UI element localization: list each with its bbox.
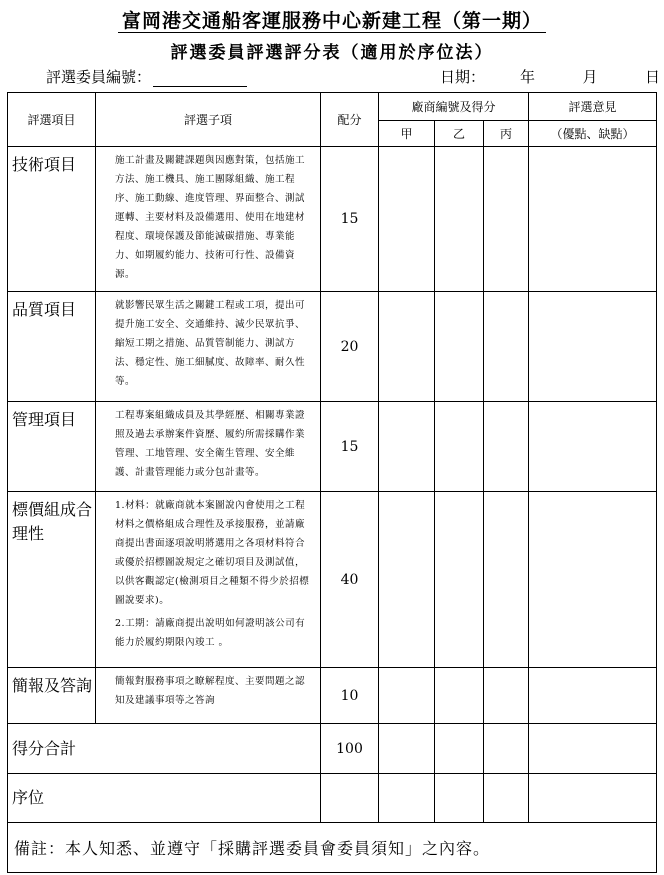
opinion-cell[interactable] xyxy=(529,402,657,492)
evaluator-blank[interactable] xyxy=(153,72,247,87)
category-quality: 品質項目 xyxy=(8,292,96,402)
score-cell[interactable] xyxy=(379,724,435,774)
note-row xyxy=(8,823,657,873)
score-cell[interactable] xyxy=(484,492,529,668)
subitem-text: 1.材料：就廠商就本案圖說內會使用之工程材料之價格組成合理性及承接服務，並請廠商提出書面逐項說明將選用之各項材料符合或優於招標圖說規定之確切項目及測試值，以供客觀認定(檢測項目之種類不得少於招標圖說要求)。 xyxy=(115,500,310,606)
subitem-technical xyxy=(96,147,321,292)
score-cell[interactable] xyxy=(379,402,435,492)
rank-cell[interactable] xyxy=(435,774,484,823)
score-cell[interactable] xyxy=(379,292,435,402)
score-cell[interactable] xyxy=(484,668,529,724)
header-vendor-group: 廠商編號及得分 xyxy=(379,93,529,121)
subitem-quality xyxy=(96,292,321,402)
score-cell[interactable] xyxy=(435,724,484,774)
date-day: 日 xyxy=(644,68,660,86)
weight-quality: 20 xyxy=(321,292,379,402)
rank-cell[interactable] xyxy=(484,774,529,823)
subitem-text: 2.工期：請廠商提出說明如何證明該公司有能力於履約期限內竣工 。 xyxy=(115,618,306,648)
weight-pricing: 40 xyxy=(321,492,379,668)
weight-technical: 15 xyxy=(321,147,379,292)
score-cell[interactable] xyxy=(379,147,435,292)
score-cell[interactable] xyxy=(435,668,484,724)
weight-briefing: 10 xyxy=(321,668,379,724)
score-cell[interactable] xyxy=(435,402,484,492)
total-label: 得分合計 xyxy=(8,724,321,774)
form-subtitle: 評選委員評選評分表（適用於序位法） xyxy=(170,43,494,63)
header-opinion-sub: （優點、缺點） xyxy=(529,121,657,147)
score-cell[interactable] xyxy=(435,492,484,668)
rank-weight-cell xyxy=(321,774,379,823)
category-management: 管理項目 xyxy=(8,402,96,492)
date-label: 日期： xyxy=(440,68,486,86)
category-briefing: 簡報及答詢 xyxy=(8,668,96,724)
subitem-text: 就影響民眾生活之關鍵工程或工項，提出可提升施工安全、交通維持、減少民眾抗爭、縮短工期之措施、品質管制能力、測試方法、穩定性、施工細膩度、故障率、耐久性等。 xyxy=(115,300,306,387)
opinion-cell[interactable] xyxy=(529,668,657,724)
score-cell[interactable] xyxy=(484,292,529,402)
score-cell[interactable] xyxy=(484,402,529,492)
header-vendor-b: 乙 xyxy=(435,121,484,147)
form-title xyxy=(0,6,664,33)
header-subitem: 評選子項 xyxy=(96,93,321,147)
subitem-management xyxy=(96,402,321,492)
footnote: 備註：本人知悉、並遵守「採購評選委員會委員須知」之內容。 xyxy=(8,823,657,873)
header-vendor-a: 甲 xyxy=(379,121,435,147)
weight-management: 15 xyxy=(321,402,379,492)
score-cell[interactable] xyxy=(484,147,529,292)
score-cell[interactable] xyxy=(435,292,484,402)
subitem-briefing xyxy=(96,668,321,724)
total-row xyxy=(8,724,657,774)
rank-label: 序位 xyxy=(8,774,321,823)
table-row xyxy=(8,492,657,668)
opinion-cell[interactable] xyxy=(529,774,657,823)
rank-cell[interactable] xyxy=(379,774,435,823)
opinion-cell[interactable] xyxy=(529,292,657,402)
date-fields xyxy=(520,66,660,87)
table-row xyxy=(8,402,657,492)
evaluator-field xyxy=(46,66,247,87)
header-opinion: 評選意見 xyxy=(529,93,657,121)
opinion-cell[interactable] xyxy=(529,724,657,774)
header-weight: 配分 xyxy=(321,93,379,147)
opinion-cell[interactable] xyxy=(529,147,657,292)
subitem-text: 簡報對服務事項之瞭解程度、主要問題之認知及建議事項等之答詢 xyxy=(115,676,306,706)
rank-row xyxy=(8,774,657,823)
date-year: 年 xyxy=(520,68,536,86)
scoring-table xyxy=(7,92,657,873)
form-title-text: 富岡港交通船客運服務中心新建工程（第一期） xyxy=(118,10,546,33)
category-technical: 技術項目 xyxy=(8,147,96,292)
evaluator-label: 評選委員編號： xyxy=(46,68,152,86)
date-month: 月 xyxy=(582,68,598,86)
category-pricing: 標價組成合理性 xyxy=(8,492,96,668)
header-item: 評選項目 xyxy=(8,93,96,147)
total-score: 100 xyxy=(321,724,379,774)
subitem-pricing xyxy=(96,492,321,668)
score-cell[interactable] xyxy=(435,147,484,292)
header-vendor-c: 丙 xyxy=(484,121,529,147)
score-cell[interactable] xyxy=(379,492,435,668)
table-row xyxy=(8,147,657,292)
opinion-cell[interactable] xyxy=(529,492,657,668)
table-row xyxy=(8,668,657,724)
meta-row xyxy=(0,66,664,88)
table-row xyxy=(8,292,657,402)
subitem-text: 工程專案組織成員及其學經歷、相關專業證照及過去承辦案件資歷、履約所需採購作業管理、工地管理、安全衛生管理、安全維護、計畫管理能力或分包計畫等。 xyxy=(115,410,306,478)
score-cell[interactable] xyxy=(379,668,435,724)
score-cell[interactable] xyxy=(484,724,529,774)
subitem-text: 施工計畫及關鍵課題與因應對策，包括施工方法、施工機具、施工團隊組織、施工程序、施工動線、進度管理、界面整合、測試 運轉、主要材料及設備選用、使用在地建材程度、環境保護及節能減碳措施、專業能力、如期履約能力、技術可行性、設備資源。 xyxy=(115,155,306,280)
